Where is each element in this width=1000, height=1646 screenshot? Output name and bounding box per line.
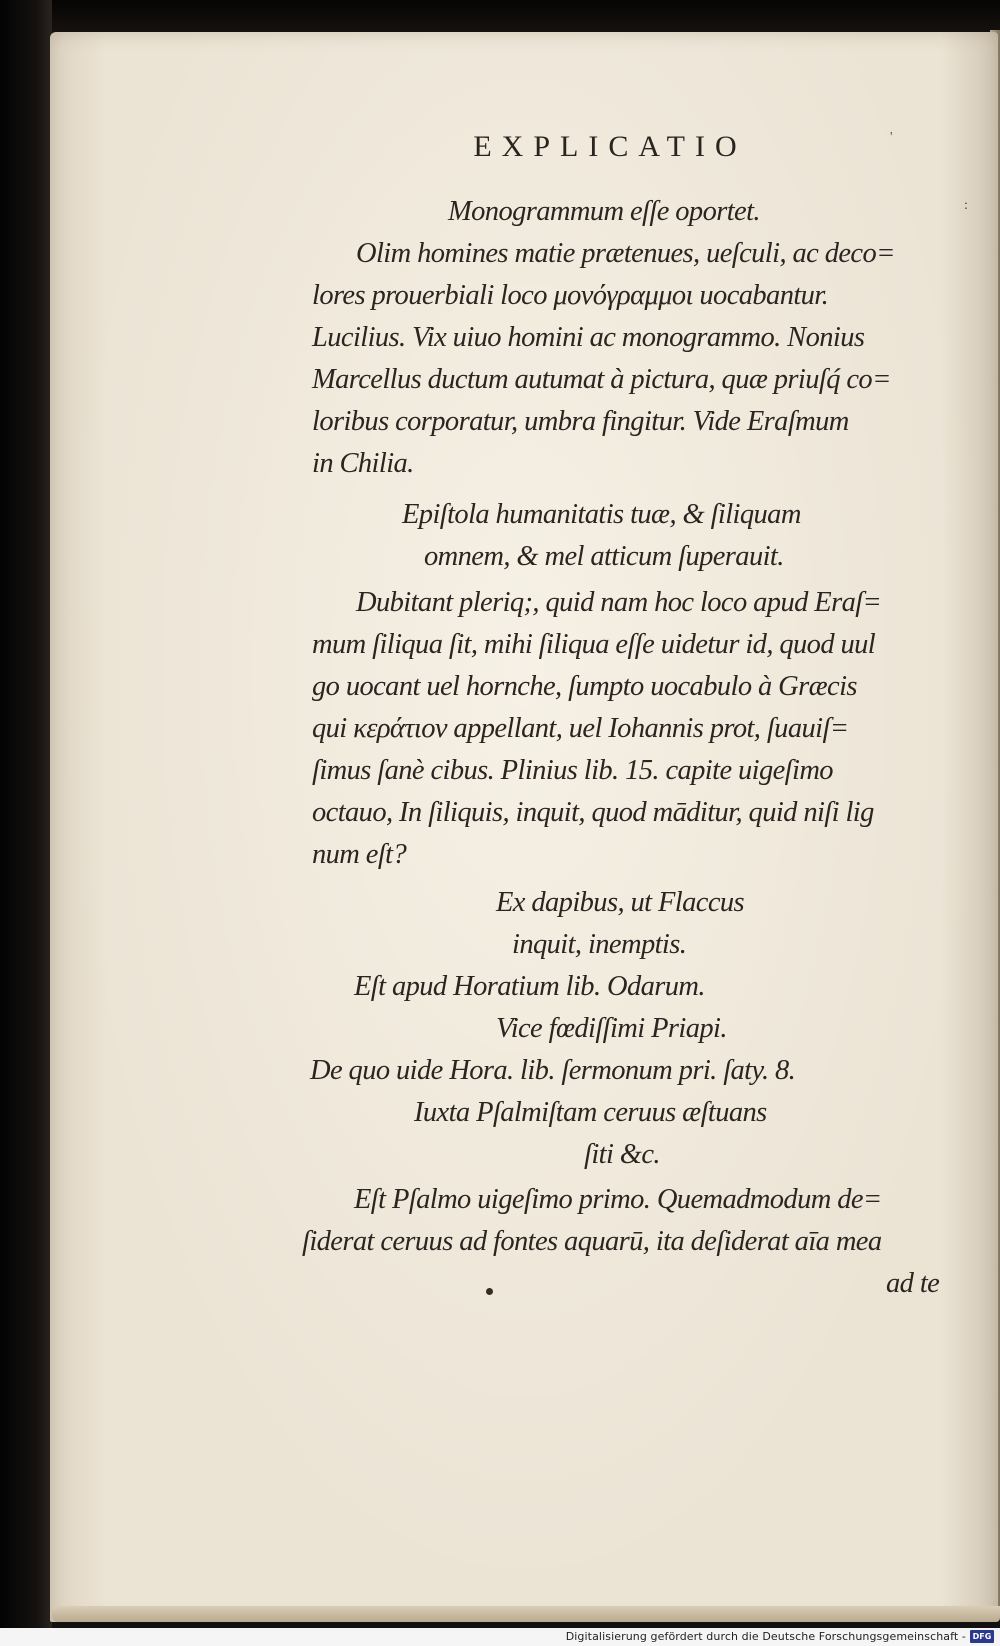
text-line: Vice fœdiſſimi Priapi. — [496, 1013, 727, 1044]
text-line: omnem, & mel atticum ſuperauit. — [424, 541, 784, 572]
text-line: inquit, inemptis. — [512, 929, 687, 960]
text-line: Dubitant pleriq;, quid nam hoc loco apud Eraſ= — [356, 587, 882, 618]
text-line: Eſt Pſalmo uigeſimo primo. Quemadmodum de= — [354, 1184, 882, 1215]
catchword: ad te — [886, 1268, 940, 1299]
footer-credit: Digitalisierung gefördert durch die Deutsche Forschungsgemeinschaft - — [565, 1630, 966, 1643]
text-line: Marcellus ductum autumat à pictura, quæ priuſq́ co= — [312, 364, 891, 395]
dfg-logo: DFG — [970, 1630, 994, 1643]
text-line: Epiſtola humanitatis tuæ, & ſiliquam — [402, 499, 801, 530]
text-line: ſiti &c. — [584, 1139, 660, 1170]
text-line: ſiderat ceruus ad fontes aquarū, ita deſiderat aīa mea — [302, 1226, 882, 1257]
text-line: Monogrammum eſſe oportet. — [448, 196, 760, 227]
text-line: loribus corporatur, umbra fingitur. Vide Eraſmum — [312, 406, 849, 437]
header-mark: ' — [890, 130, 893, 145]
text-line: ſimus ſanè cibus. Plinius lib. 15. capite uigeſimo — [312, 755, 833, 786]
page-edge-bottom — [52, 1606, 1000, 1622]
text-line: Lucilius. Vix uiuo homini ac monogrammo. Nonius — [312, 322, 865, 353]
text-line: octauo, In ſiliquis, inquit, quod māditur, quid niſi lig — [312, 797, 874, 828]
text-line: go uocant uel hornche, ſumpto uocabulo à Græcis — [312, 671, 857, 702]
text-line: mum ſiliqua ſit, mihi ſiliqua eſſe uidetur id, quod uul — [312, 629, 876, 660]
text-line: De quo uide Hora. lib. ſermonum pri. ſaty. 8. — [310, 1055, 796, 1086]
page-header: EXPLICATIO — [473, 130, 747, 163]
text-line: Eſt apud Horatium lib. Odarum. — [354, 971, 705, 1002]
text-line: in Chilia. — [312, 448, 414, 479]
text-line: lores prouerbiali loco μονόγραμμοι uocabantur. — [312, 280, 829, 311]
text-line: qui κεράτιον appellant, uel Iohannis prot, ſuauiſ= — [312, 713, 849, 744]
text-line: Iuxta Pſalmiſtam ceruus æſtuans — [414, 1097, 767, 1128]
scan-background-left — [0, 0, 52, 1646]
margin-mark: : — [964, 198, 968, 213]
text-line: Olim homines matie prætenues, ueſculi, ac deco= — [356, 238, 895, 269]
ink-blot — [486, 1288, 493, 1295]
text-line: Ex dapibus, ut Flaccus — [496, 887, 745, 918]
text-line: num eſt? — [312, 839, 407, 870]
